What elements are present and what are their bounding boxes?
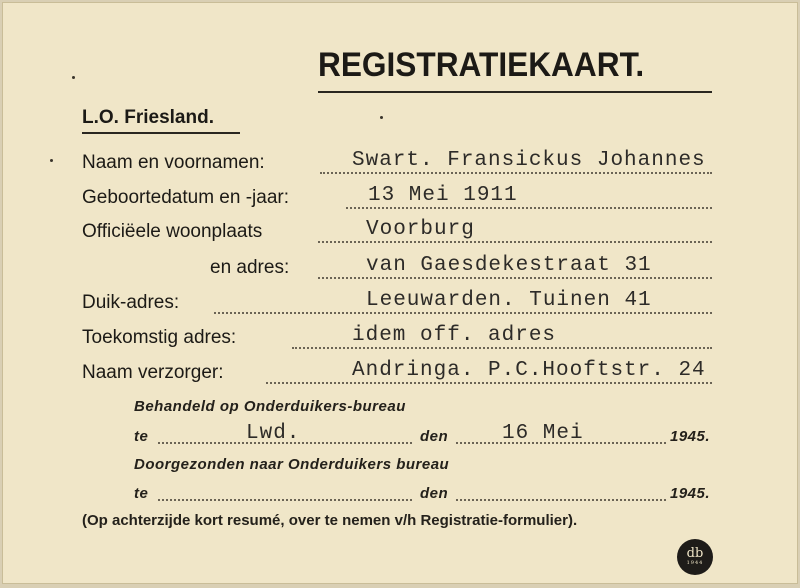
hiding-address-label: Duik-adres:	[82, 292, 180, 313]
forwarded-te-label: te	[134, 485, 149, 502]
caretaker-value: Andringa. P.C.Hooftstr. 24	[352, 359, 706, 382]
address-value: van Gaesdekestraat 31	[366, 254, 652, 277]
future-address-label: Toekomstig adres:	[82, 327, 237, 348]
treated-date-value: 16 Mei	[502, 422, 584, 445]
residence-dotted-line	[318, 241, 712, 243]
hiding-address-dotted-line	[214, 312, 712, 314]
name-label: Naam en voornamen:	[82, 152, 265, 173]
future-address-value: idem off. adres	[352, 324, 557, 347]
card-title: REGISTRATIEKAART.	[318, 46, 645, 84]
address-label: en adres:	[210, 257, 290, 278]
forwarded-year: 1945.	[670, 485, 711, 502]
address-dotted-line	[318, 277, 712, 279]
forwarded-place-dotted-line	[158, 499, 412, 501]
birthdate-value: 13 Mei 1911	[368, 184, 518, 207]
paper-speck	[380, 116, 383, 119]
logo-subtext: 1944	[686, 560, 704, 566]
treated-place-value: Lwd.	[246, 422, 301, 445]
paper-speck	[50, 159, 53, 162]
birthdate-dotted-line	[346, 207, 712, 209]
birthdate-label: Geboortedatum en -jaar:	[82, 187, 290, 208]
logo-text: db	[686, 546, 704, 561]
name-value: Swart. Fransickus Johannes	[352, 149, 706, 172]
residence-value: Voorburg	[366, 218, 475, 241]
registration-card	[2, 2, 798, 584]
organization-underline	[82, 132, 240, 134]
future-address-dotted-line	[292, 347, 712, 349]
footer-note: (Op achterzijde kort resumé, over te nemen v/h Registratie-formulier).	[82, 512, 578, 529]
hiding-address-value: Leeuwarden. Tuinen 41	[366, 289, 652, 312]
forwarded-date-dotted-line	[456, 499, 666, 501]
forwarded-heading: Doorgezonden naar Onderduikers bureau	[134, 456, 450, 473]
name-dotted-line	[320, 172, 712, 174]
caretaker-label: Naam verzorger:	[82, 362, 224, 383]
treated-year: 1945.	[670, 428, 711, 445]
residence-label: Officiëele woonplaats	[82, 221, 263, 242]
printer-logo-icon	[677, 539, 713, 575]
treated-heading: Behandeld op Onderduikers-bureau	[134, 398, 406, 415]
title-underline	[318, 91, 712, 93]
treated-den-label: den	[420, 428, 449, 445]
paper-speck	[72, 76, 75, 79]
organization-label: L.O. Friesland.	[82, 107, 214, 128]
treated-te-label: te	[134, 428, 149, 445]
forwarded-den-label: den	[420, 485, 449, 502]
caretaker-dotted-line	[266, 382, 712, 384]
